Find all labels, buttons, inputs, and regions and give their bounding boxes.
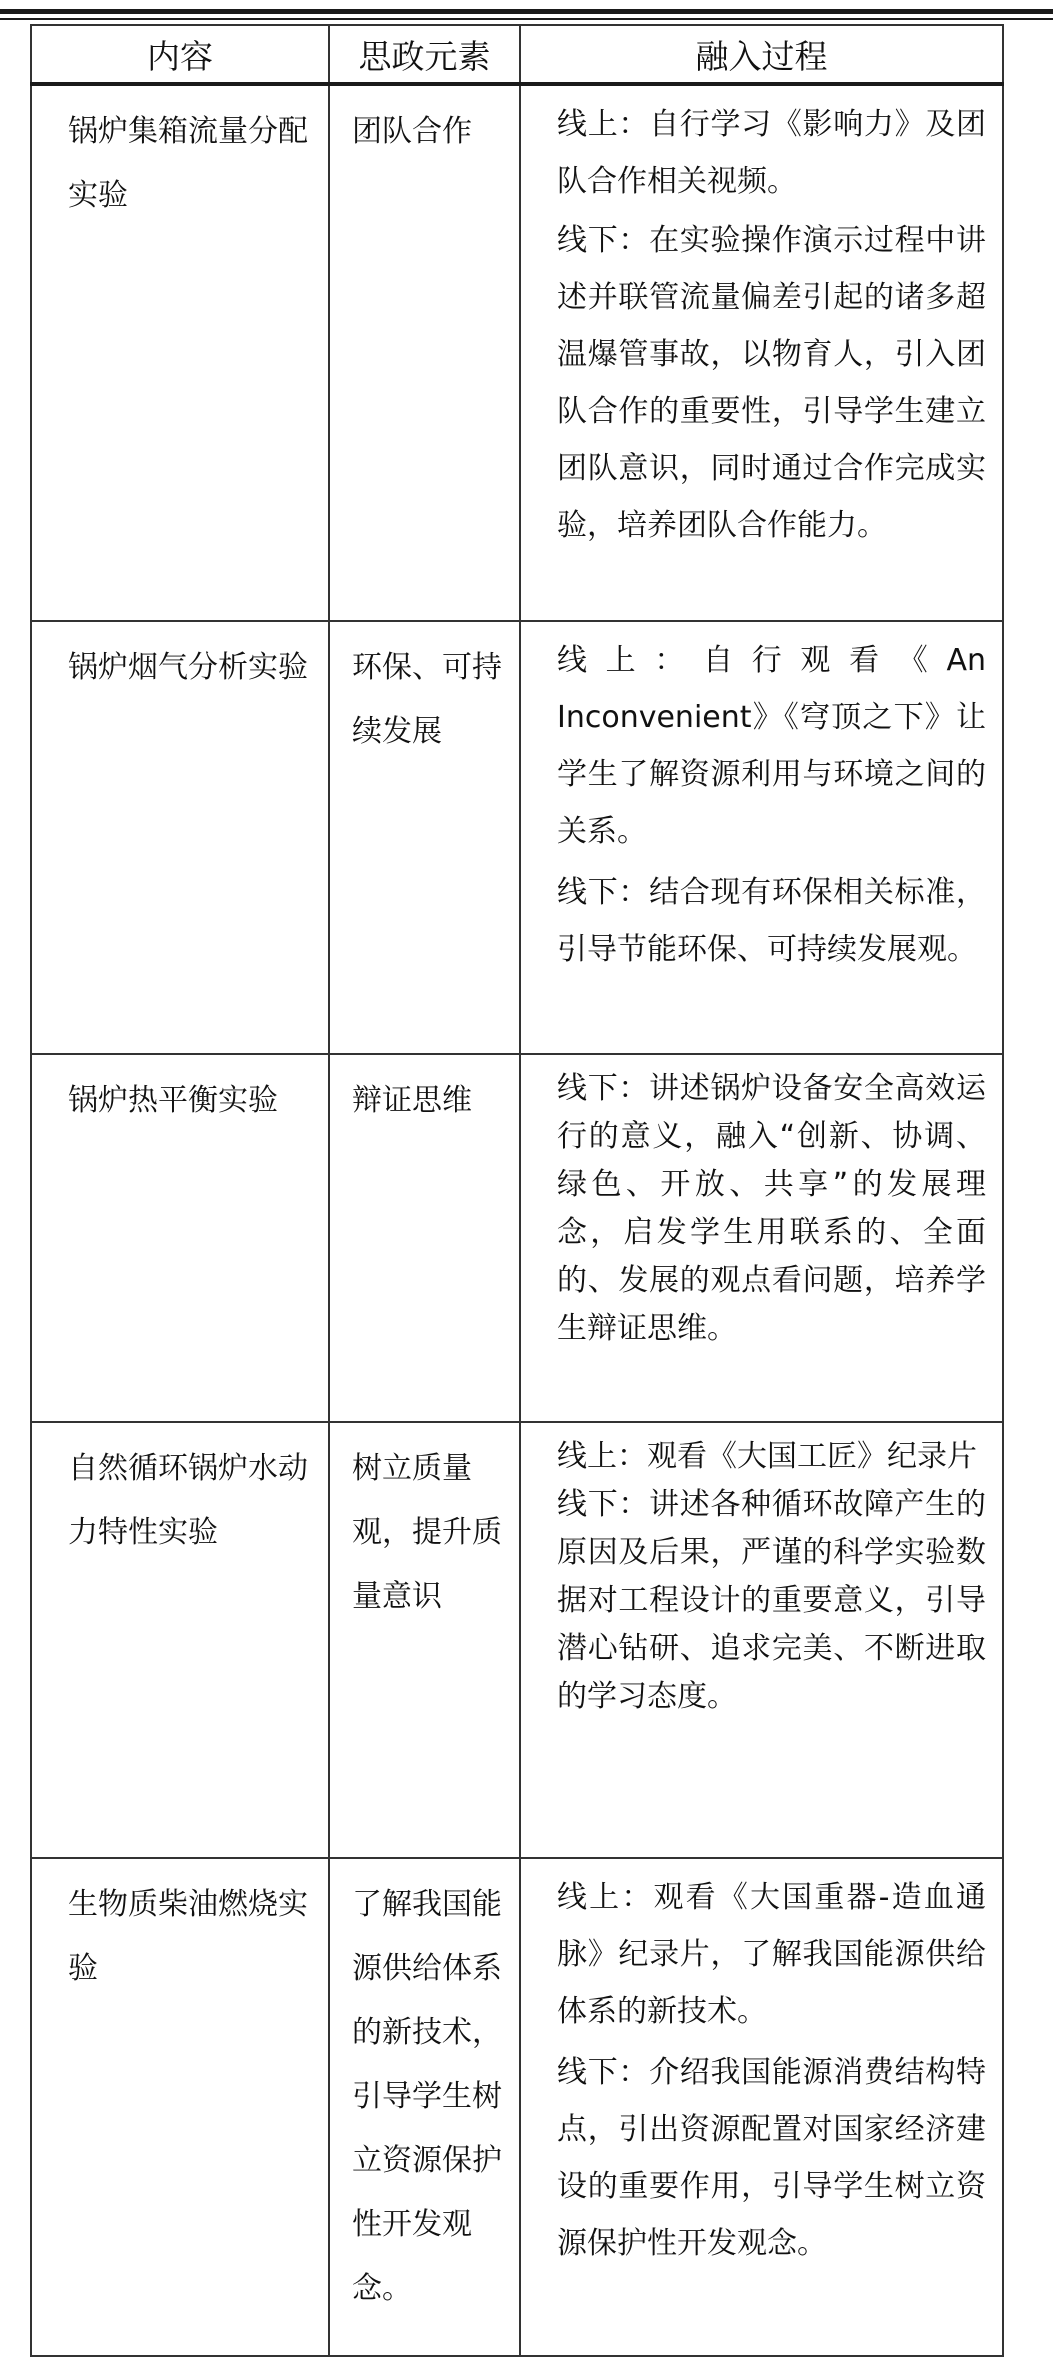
process-offline: 线下：讲述锅炉设备安全高效运行的意义，融入“创新、协调、绿色、开放、共享”的发展理念，启发学生用联系的、全面的、发展的观点看问题，培养学生辩证思维。 bbox=[557, 1071, 986, 1346]
ideological-elements-table bbox=[30, 24, 1004, 2357]
process-online: 线上：观看《大国重器-造血通脉》纪录片，了解我国能源供给体系的新技术。 bbox=[557, 1880, 986, 2029]
table-row bbox=[31, 1422, 1003, 1858]
row-content: 生物质柴油燃烧实验 bbox=[31, 1858, 329, 2356]
table-row bbox=[31, 84, 1003, 621]
row-content: 锅炉热平衡实验 bbox=[31, 1054, 329, 1422]
row-element: 了解我国能源供给体系的新技术，引导学生树立资源保护性开发观念。 bbox=[329, 1858, 520, 2356]
top-rule-thin bbox=[0, 18, 1053, 20]
row-process bbox=[520, 84, 1003, 621]
header-element: 思政元素 bbox=[329, 25, 520, 84]
row-process bbox=[520, 1422, 1003, 1858]
row-content: 锅炉集箱流量分配实验 bbox=[31, 84, 329, 621]
row-element: 团队合作 bbox=[329, 84, 520, 621]
top-rule-thick bbox=[0, 9, 1053, 14]
process-offline: 线下：介绍我国能源消费结构特点，引出资源配置对国家经济建设的重要作用，引导学生树立资源保护性开发观念。 bbox=[557, 2055, 986, 2261]
process-offline: 线下：结合现有环保相关标准，引导节能环保、可持续发展观。 bbox=[557, 875, 986, 967]
header-content: 内容 bbox=[31, 25, 329, 84]
process-offline: 线下：在实验操作演示过程中讲述并联管流量偏差引起的诸多超温爆管事故，以物育人，引入团队合作的重要性，引导学生建立团队意识，同时通过合作完成实验，培养团队合作能力。 bbox=[557, 223, 986, 543]
row-process bbox=[520, 1054, 1003, 1422]
table-row bbox=[31, 1054, 1003, 1422]
row-content: 自然循环锅炉水动力特性实验 bbox=[31, 1422, 329, 1858]
table-row bbox=[31, 1858, 1003, 2356]
process-offline: 线下：讲述各种循环故障产生的原因及后果，严谨的科学实验数据对工程设计的重要意义，引导潜心钻研、追求完美、不断进取的学习态度。 bbox=[557, 1487, 986, 1714]
row-element: 环保、可持续发展 bbox=[329, 621, 520, 1054]
header-process: 融入过程 bbox=[520, 25, 1003, 84]
table-header-row bbox=[31, 25, 1003, 84]
process-online: 线上：观看《大国工匠》纪录片 bbox=[557, 1439, 977, 1474]
process-online: 线上：自行观看《An Inconvenient》《穹顶之下》让学生了解资源利用与环境之间的关系。 bbox=[557, 643, 986, 849]
table-row bbox=[31, 621, 1003, 1054]
row-content: 锅炉烟气分析实验 bbox=[31, 621, 329, 1054]
row-process bbox=[520, 621, 1003, 1054]
row-element: 树立质量观，提升质量意识 bbox=[329, 1422, 520, 1858]
row-element: 辩证思维 bbox=[329, 1054, 520, 1422]
row-process bbox=[520, 1858, 1003, 2356]
process-online: 线上：自行学习《影响力》及团队合作相关视频。 bbox=[557, 107, 986, 199]
